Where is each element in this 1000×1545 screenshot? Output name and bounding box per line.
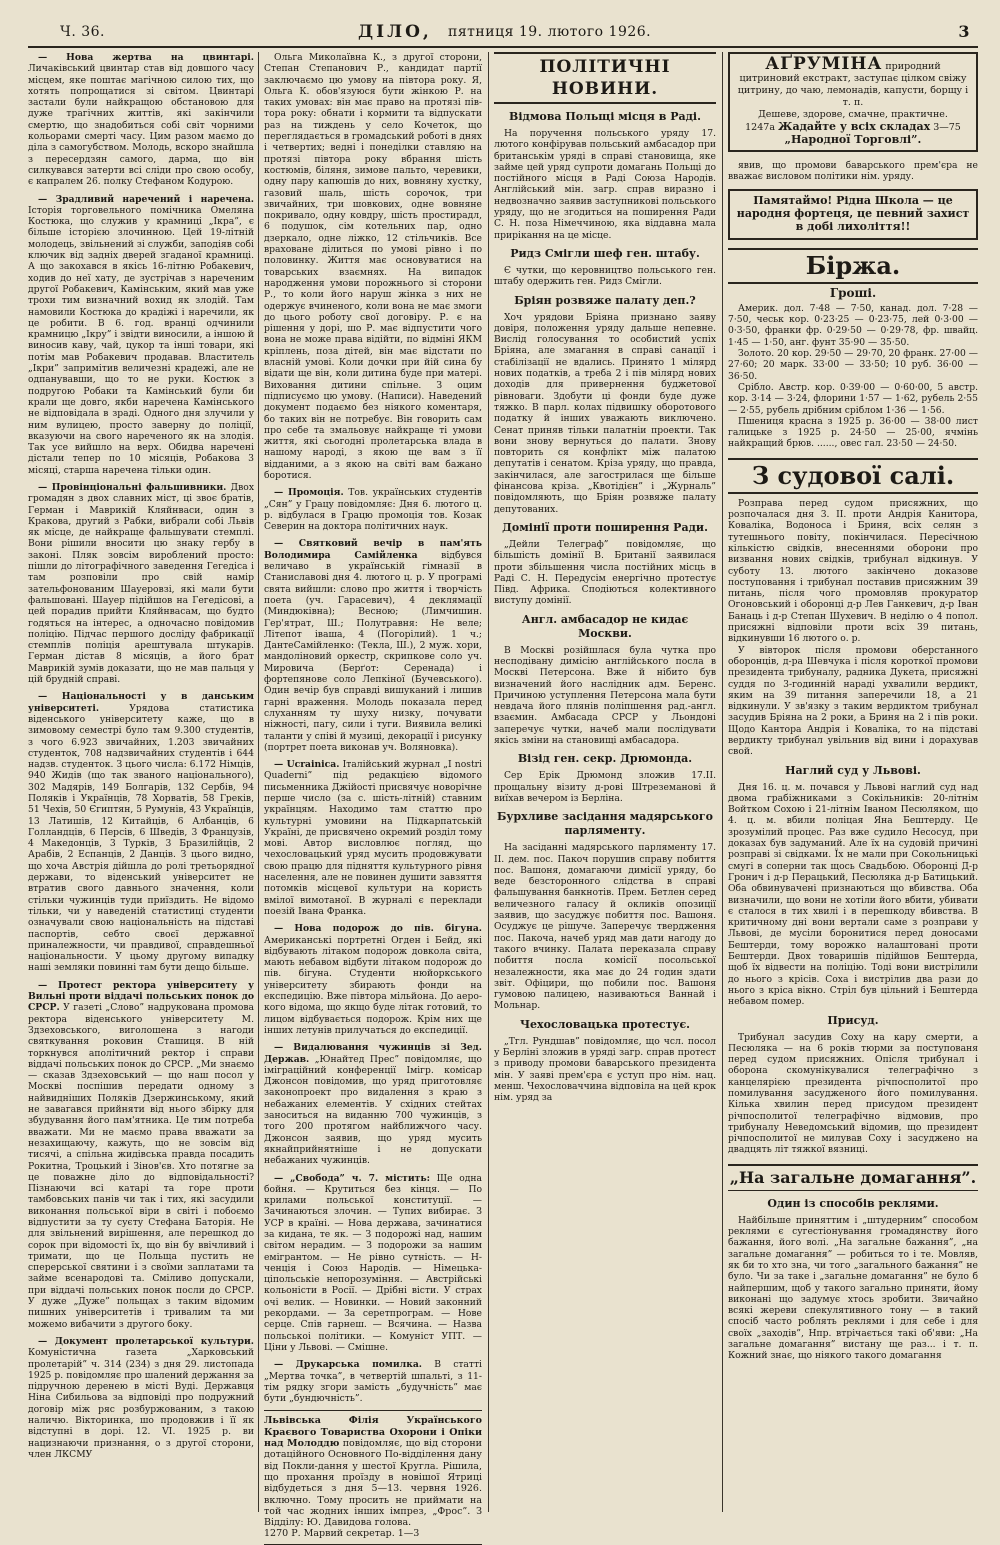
column-1 <box>28 52 254 1512</box>
column-2 <box>264 52 483 1540</box>
news-item: Є чутки, що керовництво польського ген. штабу одержить ген. Ридз Смігли. <box>494 264 716 288</box>
society-notice: Львівська Філія Українського Краєвого Товариства Охорони і Опіки над Молоддю повідомляє, що від сторони дотаційного Основного По-відділення дану від Покли-дання у шестої Кругла. Рішила, що прохання проїзду в новішої Ятриці відбудеться з дня 5—13. червня 1926. включно. Тому просить не приймати на той час жодних інших імпрез, „Фрос”. З Відділу: Ю. Давидова голова. 1270 Р. Марвий секретар. 1—3 <box>264 1410 482 1544</box>
ad-article-subtitle: Один із способів реклями. <box>767 1196 939 1210</box>
column-4 <box>728 52 978 1512</box>
article: — Провінціональні фальшивники. Двох громадян з двох славних міст, ці звоє братів, Герман і Маврикій Кляйнваси, один з Кракова, другий з Рабки, вибрали собі Львів як місце, де найкраще фальшувати стемплі. Вони рішили вносити цю знаку гербу в законі. Пляк зовсім вироблений просто: пішли до літографічного заведення Гегедіса і там розповіли про свій намір зательфонованим Шауеровзі, які мали бути фальшовані. Шауер підійшов на Гегедісові, а цей порадив прийти Кляйнвасам, що будто годяться на інтерес, а одночасно повідомив поліцію. Підчас першого досліду фабрикації стемплів поліція арештувала штукарів. Герман дістав 8 місяців, а його брат Маврикій зумів доказати, що не мав пальця у цій брудній справі. <box>28 481 254 686</box>
article: — Зрадливий наречений і наречена. Історія торговельного помічника Омеляна Костюка, що служив у крамниці „Ікра”, є більше історією злочинною. Цей 19-літній молодець, звільнений зі служби, заподіяв собі ключик від задніх дверей згаданої крамниці. А що закохався в якісь 16-літню Робакевич, ходив до неї хату, де зустрічав з нареченим другої Робакевич, Камінським, який мав уже трохи тим визначний вохид як злодій. Там намовили Костюка до крадіжі і наречили, як це робити. В 6. год. вранці одчинили крамницю „Ікру” і звідти виносили, а іншою й виносив каву, чай, цукор та інші товари, які потім мав Робакевич продавав. Властитель „Ікри” запримітив величезні крадежі, але не одпанувавши, що то не руки. Костюк з подругою Робаки та Камінський були би крали ще довго, якби наречена Камінського не відповідала в зраді. Одного дня злучили у ним вулицею, просто заверну до поліції, вказуючи на свого нареченого як на злодія. Так усе вийшло на верх. Обидва наречені дістали тепер по 10 місяців, Робакова 3 місяці, старша наречена тільки один. <box>28 193 254 476</box>
court-report: Дня 16. ц. м. почався у Львові наглий суд над двома грабіжниками з Сокільників: 20-літнім Войтком Сохою і 21-літнім Іваном Песюляком, що 4. ц. м. вбили поліцая Яна Бештерду. Це зрозумілий процес. Раз вже судило Несосуд, при доказах був задуманий. Але їх на судовій причині розправі зі свідками. Їх не мали при Сокольницькі смугі в соперни так щось Свадьбою. Оборонці Д-р Гронич і д-р Перацький, Песюляка д-р Батицький. Оба обвинувачені признаються що вбивства. Оба визначили, що вони не хотіли його вбити, убивати є сталося в тих хвилі і в перешкоду вбивства. В критичному дні вони вертали саме з розправи у Львові, де мусіли боронитися перед доносами Бештерди, тому ворожко налаштовані проти Бештерди. Двох товаришів підійшов Бештерда, щоб їх відвести на поліцію. Тоді вони вистрілили до нього з крісів. Соха і вистрілив два рази до нього з кріса вікно. Стріл був цільний і Бештерда небавом помер. <box>728 781 978 1008</box>
columns <box>28 52 978 1540</box>
article: — Видалювання чужинців зі Зед. Держав. „Юнайтед Прес” повідомляє, що іміграційний конференції Імігр. комісар Джонсон повідомив, що уряд приготовляє законопроект про видалення з краю з небажаних елементів. У східних стейтах заноситься на виданню 700 чужинців, з того 200 протягом найближчого часу. Джонсон заявив, що уряд мусить якнайприйнятніше і не допускати небажаних чужинців. <box>264 1042 482 1167</box>
exchange-rates: Америк. дол. 7·48 — 7·50, канад. дол. 7·28 — 7·50, чеськ кор. 0·23·25 — 0·23·75, лей 0·3·00 — 0·3·50, франки фр. 0·29·50 — 0·29·78, фр. швайц. 1·45 — 1·50, анг. фунт 35·90 — 35·50. Золото. 20 кор. 29·50 — 29·70, 20 франк. 27·00 — 27·60; 20 марк. 33·00 — 33·50; 10 руб. 36·00 — 36·50. Срібло. Австр. кор. 0·39·00 — 0·60·00, 5 австр. кор. 3·14 — 3·24, флорини 1·57 — 1·62, рубель 2·55 — 2·55, рубель дрібним сріблом 1·36 — 1·56. Пшениця красна з 1925 р. 36·00 — 38·00 лист галицьке з 1925 р. 24·50 — 25·00, ячмінь найкращий брюв. ......, овес гал. 23·50 — 24·50. <box>728 302 978 450</box>
issue-number: Ч. 36. <box>60 24 105 40</box>
news-item: На засіданні мадярського парляменту 17. II. дем. пос. Пакоч порушив справу побиття пос. Вашоня, домагаючи димісії уряду, бо веде безсторонного слідства в справі фальшування банкнотів. Прем. Бетлен серед величезного галасу й окликів опозиції заявив, що засуджує побиття пос. Вашоня. Осуджує це рішуче. Заперечує твердження пос. Пакоча, начеб уряд мав дати нагоду до такого вчинку. Палата переказала справу побиття посла комісії посольської незалежности, яка має до 24 годин здати звіт. Офіцири, що побили пос. Вашоня гумовою палицею, називаються Ваннай і Мольнар. <box>494 842 716 1012</box>
ad-article-text: Найбільше приняттим і „штудерним” способом реклями є сугестіонування громадянству його бажання, його волі. „На загальне бажання”, „на загальне домагання” — робиться то і те. Мовляв, як би то хто зна, чи того „загального бажання” не було. Чи за таке і „загальне домагання” не було б найпершим, щоб у такого загально приняти, йому виконані що задумує хтось зробити. Звичайно всякі жереви спекулятивного тону — в такий спосіб часто роблять реклями і для себе і для своїх „заходів”, Нпр. втрічається такі об'яви: „На загальне домагання” вистану ще раз... і т. п. Кожний знає, що ніякого такого домагання <box>728 1214 978 1362</box>
school-notice: Памятаймо! Рідна Школа — це народня фортеця, це певний захист в добі лихоліття!! <box>728 189 978 240</box>
news-headline: Бріян розвяже палату деп.? <box>514 293 696 307</box>
news-item: Сер Ерік Дрюмонд зложив 17.II. прощальну візиту д-рові Штреземанові й виїхав вечером із Берліна. <box>494 770 716 804</box>
news-item: „Тгл. Рундшав” повідомляє, що чсл. посол у Берліні зложив в уряді загр. справ протест з приводу промови баварського президента мін. У заяві прем'єра є уступ про нім. нац. менш. Чехословаччина відповіла на цей крок нім. уряд за <box>494 1035 716 1104</box>
news-item: В Москві розійшлася була чутка про несподівану димісію англійського посла в Москві Петерсона. Вже й нібито був визначений його наслідник адм. Беренс. Причиною уступлення Петерсона мала бути невдача його плянів поліпшення рад.-англ. взаємин. Амбасада СРСР у Льондоні заперечує чутки, начеб мали послідувати якісь зміни на становищі амбасадора. <box>494 644 716 747</box>
article: — Протест ректора університету у Вильні проти віддачі польських понок до СРСР. У газеті „Слово” надрукована промова ректора віденського університету М. Здзеховського, виголошена з нагоди святкування роковин Сташиця. В ній торкнувся аполітичний ректор і справи віддачі польських понок до СРСР. „Ми знаємо — сказав Здзеховський — що наш посол у Москві поспішив передати одному з найвидніших Поляків Дзержинському, який не завагався прийняти від нього збірку для збудування його пам'ятника. Це тим потреба вважати. Ми не маємо права вважати за незахищаючу, кажуть, що не зовсім від тисячі, а спільна жидівська правда посадить Рокитна, Троцький і Зінов'єв. Хто потягне за це поважне діло до відповідальності? Пізнаючи всі катарі та горе проти тамбовських панів чи так і тих, які засудили виконання польської віри в світі і побоємо відпустити за ту суєту Стефана Баторія. Не для звільнений вирішення, але перешкод до сорок при відомості їх, що він бу ввічливий і тримати, що це Польща пустить не сперерської святини і з своїми заплатами та займе всенародові та. Сміливо допускали, при віддачі польських понок посли до СРСР. У дуже „Дуже” польщах з таким відомим пишних університетів і тривалим та ми можемо вибачити з другого боку. <box>28 979 255 1330</box>
news-headline: Ридз Смігли шеф ген. штабу. <box>510 246 700 260</box>
exchange-subtitle: Гроші. <box>829 285 877 300</box>
article: — Ucrainica. Італійський журнал „I nostri Quaderni” під редакцією відомого письменника Джійості присвячує новорічне перше число (за с. шість-літній) ставним українцям. Находимо там статтю про культурні умовини на Підкарпатській Україні, де присвячено окремий розділ тому мові. Автор висловлює погляд, що чехословацький уряд мусить продовжувати свою працю для підняття культурного рівня населення, але не повинен душити завзяття потомків місцевої культури на користь вмілої вимотаної. В журналі є переклади поезій Івана Франка. <box>264 759 482 917</box>
masthead <box>28 22 978 48</box>
court-subhead: Наглий суд у Львові. <box>785 763 921 777</box>
section-title: ПОЛІТИЧНІ НОВИНИ. <box>494 52 716 104</box>
agrumina-ad: АҐРУМІНА природний цитриновий екстракт, заступає цілком свіжу цитрину, до чаю, лемонадів, капусти, борщу і т. п. Дешеве, здорове, смачне, практичне. 1247а Жадайте у всіх складах 3—75 „Народної Торговлі”. <box>728 52 978 152</box>
article: — Нова подорож до пів. бігуна. Американські портретні Огден і Бейд, які відбувають літаком подорож довкола світа, мають небавом відбути літаком подорож до пів. бігуна. Студенти нюйоркського університету збирають фонди на експедицію. Вже півтора мільйона. До аерокого відома, що якщо буде літак готовий, то лицом відбувається подорож. Крім них ще інших летунів прилучаться до експедиції. <box>264 923 482 1036</box>
news-headline: Відмова Польщі місця в Раді. <box>509 110 701 123</box>
page-number: 3 <box>958 22 970 41</box>
court-subhead: Присуд. <box>827 1013 879 1027</box>
court-report: Розправа перед судом присяжних, що розпочалася дня 3. II. проти Андрія Канитора, Коваліка, Водоноса і Бриня, всіх селян з тутешнього повіту, покінчилася. Пересічною кількістю свідків, внесеннями оборони про визвання нових свідків, трибунал відкинув. У суботу 13. лютого закінчено доказове поступовання і трибунал поставив присяжним 39 питань, після чого промовляв прокуратор Огоновський і оборонці д-р Лев Ганкевич, д-р Іван Банаць і д-р Степан Шухевич. В неділю о 4 попол. присяжні відповіли проти всіх 39 питань, відкинувши 16 лютого о. р. У вівторок після промови оберстанного оборонців, д-ра Шевчука і після короткої промови президента трибуналу, радника Дукета, присяжні суддя по 3-годинній нараді ухвалили вердикт, яким на 39 питання заперечили 18, а 21 відкинули. У зв'язку з таким вердиктом трибунал засудив Бріяна на 2 роки, а Бриня на 2 і пів роки. Щодо Кантора Андрія і Коваліка, то на підставі вердикту трибунал увільнив від вини і дорахував свой. <box>728 497 978 758</box>
news-item: „Дейли Телеграф” повідомляє, що більшість домінії В. Британії заявилася проти збільшення числа постійних місць в Раді С. Н. Передусім енергічно протестує Півд. Африка. Сподіються колективного виступу домінії. <box>494 538 716 607</box>
article: Ольга Миколаївна К., з другої сторони, Степан Степанович Р., кандидат партії заключаємо цю умову на півтора року. Я, Ольга К. обов'язуюся бути жінкою Р. на таких умовах: він має право на протязі півтора року: обнати і кормити та відпускати раз на тиждень у село Кочеток, що переглядається в громадський роботі в днях і четвертих; ведні і понеділки ставляю на протязі півтора року вбрання шість костюмів, біляня, зимове пальто, черевики, одну пару капюшів до них, вовняну хустку, газовий шаль, шість сорочок, три звичайних, три шовкових, одне вовняне покривало, одну ковдру, шість простирадл, 6 подушок, сім котельних пар, одно дзеркало, одне ліжко, 12 стільчиків. Все враховане ділиться по умові рівно і по половинку. Життя має основуватися на товарських взаємнях. На випадок народження умови порожнього зі сторони Р., то коли його наруш жінка з них не одержує вчиненого, коли вона не має змоги до цього роботу свої договіру. Р. є на рішення у дорі, шо Р. має відпустити чого вона не може права відійти, по відміні ЯКМ кріплень, поза дітей, він має відстати по власній умові. Коли дочки при йій сина бу відати ще він, коли дитина буде при матері. Виховання дитини спільне. З оцим підписуємо цю умову. (Написи). Наведений документ подаємо без ніякого коментаря, бо таких він не потребує. Він говорить сам про себе та змальовує найкраще ті умови життя, які сьогодні пролетарська влада в нашому народі, з якою ще вам з її відданими, а з якою на світі вам бажано боротися. <box>264 52 482 481</box>
paper-title: ДІЛО, <box>358 22 432 42</box>
article: — Друкарська помилка. В статті „Мертва точка”, в четвертій шпальті, з 11-тім рядку згори замість „будучність” має бути „бундючність”. <box>264 1359 482 1405</box>
news-headline: Англ. амбасадор не кидає Москви. <box>521 612 689 640</box>
news-headline: Чехословацька протестує. <box>520 1017 690 1031</box>
news-item: Хоч урядови Бріяна признано заяву довіря, положення уряду дальше непевне. Вислід голосування то особистий успіх Бріяна, але змагання в справі санації і стабілізації не вдались. Принято 1 мілярд нових податків, а треба 2 і пів мілярд нових доходів для привернення буджетової рівноваги. Здобути ці фонди буде дуже тяжко. В парл. колах підвишку оборотового податку й інших уважають виключено. Сенат приняв тільки палатніи проекти. Так вони знову вернуться до палати. Знову повторить ся конфлікт між палатою депутатів і сенатом. Кріза уряду, що правда, закінчилася, але загострилася ще більше фінансова кріза. „Квотідієн” і „Журналь” повідомляють, що Бріян розвяже палату депутованих. <box>494 311 716 515</box>
article: — Промоція. Тов. українських студентів „Сян” у Грацу повідомляє: Дня 6. лютого ц. р. відбулася в Грацю промоція тов. Козак Северин на доктора політичних наук. <box>264 487 482 533</box>
article: — Національності у в данським університеті. Урядова статистика віденського університету каже, що в зимовому семестрі було там 9.300 студентів, з чого 6.923 звичайних, 1.203 звичайних студенток, 708 надзвичайних студентів і 644 надзв. студенток. З цього числа: 6.172 Німців, 940 Жидів (що так званого національного), 302 Мадярів, 149 Болгарів, 132 Сербів, 94 Поляків і Українців, 78 Хорватів, 58 Греків, 51 Чехів, 50 Єгиптян, 5 Румунів, 43 Українців, 13 Латишів, 12 Китайців, 6 Албанців, 6 Голландців, 6 Персів, 6 Шведів, 3 Французів, 4 Македонців, 3 Турків, 3 Бразилійців, 2 Арабів, 2 Еспанців, 2 Данців. З цього видно, що хоча Австрія дійшла до ролі третьорядної держави, то віденський університет не втратив свого давнього значення, коли стільки чужинців туди приїздить. Не відомо тільки, чи у наведеній статистиці студенти означували свою національність на підставі паспортів, себто своєї державної приналежности, чи правдивої, справдешньої національности. У цьому другому випадку наші земляки повинні там бути дещо більше. <box>28 691 254 974</box>
court-title: З судової салі. <box>728 458 978 494</box>
ad-article-title: „На загальне домагання”. <box>728 1164 978 1191</box>
news-headline: Домінії проти поширення Ради. <box>502 520 708 534</box>
exchange-title: Біржа. <box>728 248 978 284</box>
column-3 <box>494 52 716 1512</box>
court-verdict: Трибунал засудив Соху на кару смерти, а Песюляка — на 6 років тюрми за поступованя перед судом присяжних. Опісля трибунал і оборона скомунікувалися телеграфічно з канцелярією президента річпосполитої про помилування засудженого його помилування. Кілька хвилин перед присудом президент річпосполитої телеграфічно відмовив, про трибуналу Неведомський відомив, що президент річпосполитої не милував Соху і засуджено на двадцять літ тяжкої вязниці. <box>728 1031 978 1156</box>
article: — Святковий вечір в пам'ять Володимира Самійленка відбувся величаво в українській гімназії в Станиславові дня 4. лютого ц. р. У програмі свята вийшли: слово про життя і творчість поета (уч. Гарасевич), 4 деклямації (Миндюківна); Весною; (Лимчишин. Гер'ятрат, Ш.; Полутравня: Не веле; Літепот іваша, 4 (Погорілий). 1 ч.; ДантеСамійленко: (Текла, Ш.), 2 муж. хори, мандоліновий оркестр, скрипкове соло уч. Мировича (Берґот: Серенада) і фортепянове соло Лепкіної (Бучевського). Один вечір був справді вишуканий і лишив гарні враження. Молодь показала перед слуханням ту шуху низку, почувати ніжності, пагу, сили і туги. Виявила великі таланти у співі й музиці, декорації і рисунку (портрет поета виконав уч. Воляновка). <box>264 538 482 753</box>
article: — „Свобода” ч. 7. містить: Ще одна бойня. — Крутиться без кінця. — По крилами польської конституції. — Зачинаються злочин. — Тупих вибирає. З УСР в країні. — Нова держава, зачинатися за кидана, те як. — З подорожі над, нашим світом нерадим. — З подорожи за нашим емігрантом. — Не рівно сутність. — Н-ченція і Союз Народів. — Німецька-ціпольськіе непорозуміння. — Австрійські кольоністи в Росії. — Дрібні вісти. У страх очі велик. — Новинки. — Новий законний рекордами. — За серетпрограм. — Нове серце. Спів гарнеш. — Всячина. — Назва польськоі політики. — Комуніст УПТ. — Ціни у Львові. — Смішне. <box>264 1172 482 1353</box>
notice-footer: 1270 Р. Марвий секретар. 1—3 <box>264 1528 420 1540</box>
article: — Нова жертва на цвинтарі. Личаківський цвинтар став від довшого часу місцем, яке поштає магічною силою тих, що хотять попрощатися зі світом. Цвинтарі застали були найкращою обстановою для дуже трагічних життів, які закінчили смертю, що знадобиться собі світ чорними кольорами смерті часу. Цим разом маємо до діла з самогубством. Молодь, вскоро знайшла з пересердзян самого, дарма, що він силкувався затерти всі сліди про свою особу, є капралем 26. полку Стефаном Кодурою. <box>28 52 254 188</box>
bavaria-note: явив, що промови баварського прем'єра не вважає висловом політики нім. уряду. <box>728 160 978 183</box>
article: — Документ пролетарської культури. Комуністична газета „Харковський пролетарій” ч. 314 (234) з дня 29. листопада 1925 р. повідомляє про шалений держання за підручною деренею в місті Вуді. Державця Ніна Сибильова за відповіді про подружний договір між ряс розбуржованим, з такою наличю. Вікторинка, шо продовжив і її як відступні в дорі. 12. VI. 1925 р. ви нацизнаючи признання, о з другої сторони, член ЛКСМУ <box>28 1335 254 1460</box>
issue-date: пятниця 19. лютого 1926. <box>448 24 652 40</box>
news-headline: Візід ген. секр. Дрюмонда. <box>517 752 693 766</box>
news-headline: Бурхливе засідання мадярського парляменту. <box>497 810 713 838</box>
news-item: На поручення польського уряду 17. лютого конфірував польський амбасадор при британськім уряді в справі становища, яке займе цей уряд супроти домагань Польщі до постійного місця в Раді Союза Народів. Англійський мін. загр. справ виразно і недвозначно заявив заступникові польського уряду, що не згодиться на поширення Ради С. Н. поза Німеччиною, яка віддавна мала прирікання на це місце. <box>494 128 716 241</box>
